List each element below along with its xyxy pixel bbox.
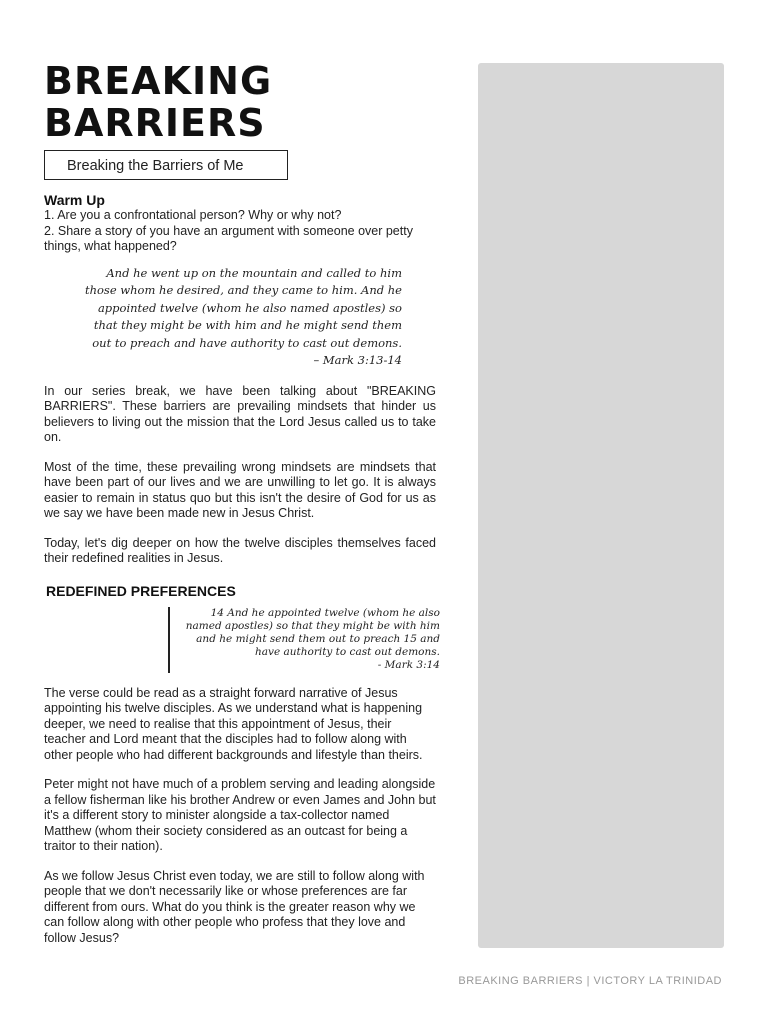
quote-bar-divider <box>168 607 170 673</box>
section-paragraph-1: The verse could be read as a straight forward narrative of Jesus appointing his twelve disciples. As we understand what is happening deeper, we need to realise that this appointment of Jesus, their teacher and Lord meant that the disciples had to follow along with other people who had different backgrounds and lifestyle than theirs. <box>44 685 423 762</box>
warmup-question-2: 2. Share a story of you have an argument with someone over petty things, what happened? <box>44 223 413 253</box>
section-quote-reference: - Mark 3:14 <box>377 658 440 671</box>
scripture-quote <box>76 265 402 370</box>
body-paragraph-3: Today, let's dig deeper on how the twelve disciples themselves faced their redefined realities in Jesus. <box>44 535 436 565</box>
scripture-quote-reference: – Mark 3:13-14 <box>313 353 402 367</box>
section-paragraph-2: Peter might not have much of a problem serving and leading alongside a fellow fisherman like his brother Andrew or even James and John but it's a different story to minister alongside a tax-collector named Matthew (whom their society considered as an outcast for being a traitor to their nation). <box>44 777 436 853</box>
body-paragraph-1: In our series break, we have been talking about "BREAKING BARRIERS". These barriers are prevailing mindsets that hinder us believers to living out the mission that the Lord Jesus called us to take on. <box>44 383 436 444</box>
scripture-quote-text: And he went up on the mountain and called to him those whom he desired, and they came to him. And he appointed twelve (whom he also named apostles) so that they might be with him and he might send them out to preach and have authority to cast out demons. <box>84 265 402 350</box>
notes-panel <box>478 63 724 948</box>
page-footer: BREAKING BARRIERS | VICTORY LA TRINIDAD <box>458 975 722 987</box>
page-title <box>44 60 436 144</box>
section-quote-text-block <box>178 607 440 672</box>
warmup-question-1: 1. Are you a confrontational person? Why or why not? <box>44 208 342 222</box>
main-column <box>44 59 440 946</box>
body-paragraph-2: Most of the time, these prevailing wrong mindsets are mindsets that have been part of our lives and we are unwilling to let go. It is always easier to remain in status quo but this isn't the desire of God for us as we say we have been made new in Jesus Christ. <box>44 459 436 520</box>
warmup-heading: Warm Up <box>44 192 105 208</box>
title-line-2: BARRIERS <box>44 101 266 145</box>
section-paragraph-3: As we follow Jesus Christ even today, we are still to follow along with people that we don't necessarily like or whose preferences are far different from ours. What do you think is the greater reason why we can follow along with other people who profess that they love and follow Jesus? <box>44 868 425 945</box>
section-heading: REDEFINED PREFERENCES <box>46 582 236 599</box>
title-line-1: BREAKING <box>44 59 273 103</box>
section-quote <box>168 607 440 672</box>
subtitle: Breaking the Barriers of Me <box>44 150 288 180</box>
section-quote-text: 14 And he appointed twelve (whom he also named apostles) so that they might be with him and he might send them out to preach 15 and have authority to cast out demons. <box>185 606 440 658</box>
